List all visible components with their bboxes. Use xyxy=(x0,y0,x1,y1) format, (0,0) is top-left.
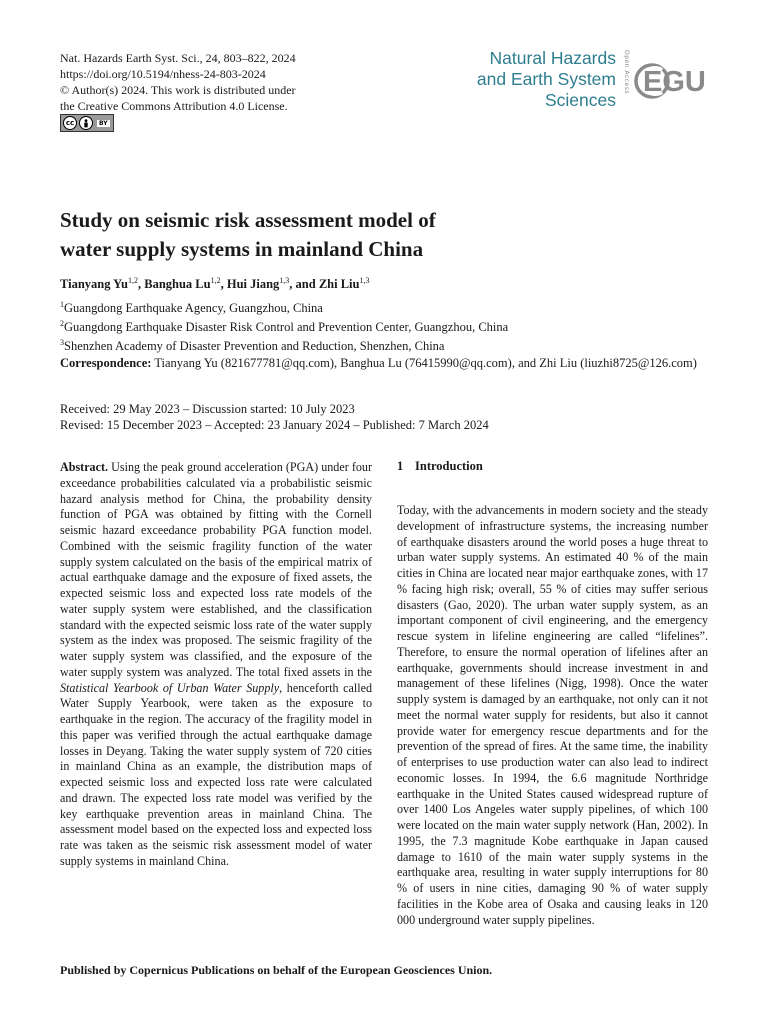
affiliation-number: 2 xyxy=(60,319,64,329)
author-affil-ref: 1,3 xyxy=(359,276,370,285)
section-heading xyxy=(397,459,483,474)
affiliation-text: Shenzhen Academy of Disaster Prevention and Reduction, Shenzhen, China xyxy=(64,339,445,354)
abstract xyxy=(60,460,372,870)
person-icon xyxy=(79,116,93,130)
author-name: Hui Jiang xyxy=(226,277,280,292)
author-affil-ref: 1,3 xyxy=(279,276,290,285)
affiliation-item xyxy=(60,297,508,316)
author-list xyxy=(60,276,369,292)
section-title: Introduction xyxy=(415,459,483,473)
author-separator: , xyxy=(220,277,227,292)
abstract-label: Abstract. xyxy=(60,460,109,474)
affiliation-text: Guangdong Earthquake Disaster Risk Control and Prevention Center, Guangzhou, China xyxy=(64,320,509,335)
journal-line-2: and Earth System xyxy=(476,69,616,89)
abstract-italic-title: Statistical Yearbook of Urban Water Supply xyxy=(60,680,280,695)
introduction-text: Today, with the advancements in modern society and the steady development of infrastructure systems, the increasing number of earthquake disasters around the world poses a huge threat to urban water supply systems. An estimated 40 % of the main cities in China are located near major earthquake zones, with 17 % facing high risk; overall, 55 % of cities may suffer serious disasters (Gao, 2020). The urban water supply system, as an important component of civil engineering, and the emergency rescue system in lifeline engineering are called “lifelines”. Therefore, to ensure the normal operation of lifelines after an earthquake, governments should increase investment in and management of these lifelines (Nigg, 1998). Once the water supply system is damaged by an earthquake, not only can it not meet the normal water supply for residents, but also it cannot provide water for emergency rescue departments and for the prevention of the spread of fires. At the same time, the inability of enterprises to use production water can also lead to indirect economic losses. In 1994, the 6.6 magnitude Northridge earthquake in the United States caused widespread rupture of over 1400 Los Angeles water supply pipelines, of which 100 were located on the main water supply network (Han, 2002). In 1995, the 7.3 magnitude Kobe earthquake in Japan caused damage to 1610 of the main water supply systems in the earthquake area, resulting in water supply interruptions for 80 % of users in nine cities, damaging 90 % of water supply facilities in the Kobe area of Osaka and causing leaks in 120 000 underground water supply pipelines. xyxy=(397,503,708,927)
correspondence xyxy=(60,355,700,371)
correspondence-label: Correspondence: xyxy=(60,356,152,370)
publication-dates xyxy=(60,401,489,433)
affiliation-number: 3 xyxy=(60,338,64,348)
author-name: Tianyang Yu xyxy=(60,277,128,292)
abstract-text-1: Using the peak ground acceleration (PGA) under four exceedance probabilities calculated via a probabilistic seismic hazard analysis method for China, the probability density function of PGA was obtained by fitting with the Cornell seismic hazard exceedance probability PGA function model. Combined with the seismic fragility function of the water supply system calculated on the basis of the empirical matrix of actual earthquake damage and the exposure of fixed assets, the expected seismic loss and expected loss rate models of the water supply system were established, and the classification standard with the expected seismic loss rate of the water supply system as the index was proposed. The seismic fragility of the water supply system was classified, and the exposure of the water supply system was analyzed. The total fixed assets in the xyxy=(60,460,372,679)
author-name: Zhi Liu xyxy=(318,277,360,292)
affiliation-item xyxy=(60,335,508,354)
title-line-1: Study on seismic risk assessment model of xyxy=(60,208,436,232)
affiliation-text: Guangdong Earthquake Agency, Guangzhou, China xyxy=(64,301,323,316)
journal-line-1: Natural Hazards xyxy=(489,48,616,68)
author-affil-ref: 1,2 xyxy=(127,276,138,285)
open-access-label: Open Access xyxy=(623,50,630,94)
citation: Nat. Hazards Earth Syst. Sci., 24, 803–822, 2024 xyxy=(60,51,296,65)
cc-icon: cc xyxy=(63,116,77,130)
journal-line-3: Sciences xyxy=(544,90,616,110)
affiliations xyxy=(60,297,508,354)
abstract-text-2: , henceforth called Water Supply Yearbook, were taken as the exposure to earthquake in the region. The accuracy of the fragility model in this paper was verified through the actual earthquake damage losses in Deyang. Taking the water supply system of 720 cities in mainland China as an example, the distribution maps of expected seismic loss and expected loss rate were calculated and drawn. The expected loss rate model was verified by the key earthquake prevention areas in mainland China. The assessment model based on the expected loss and expected loss rate was taken as the seismic risk assessment model of water supply systems in mainland China. xyxy=(60,680,372,868)
affiliation-number: 1 xyxy=(60,300,64,309)
dates-revised: Revised: 15 December 2023 – Accepted: 23 January 2024 – Published: 7 March 2024 xyxy=(60,418,489,432)
by-label: BY xyxy=(99,119,108,127)
egu-logo-text: EGU xyxy=(643,66,706,98)
publisher-footer: Published by Copernicus Publications on behalf of the European Geosciences Union. xyxy=(60,963,493,977)
doi-link[interactable]: https://doi.org/10.5194/nhess-24-803-2024 xyxy=(60,67,266,81)
journal-name xyxy=(477,48,616,111)
cc-by-icon[interactable] xyxy=(60,114,114,132)
author-name: Banghua Lu xyxy=(144,277,211,292)
affiliation-item xyxy=(60,316,508,335)
copyright-notice: © Author(s) 2024. This work is distributed under xyxy=(60,83,296,97)
correspondence-emails: Tianyang Yu (821677781@qq.com), Banghua Lu (76415990@qq.com), and Zhi Liu (liuzhi8725@126.com) xyxy=(151,356,697,370)
paper-title xyxy=(60,206,560,264)
section-number: 1 xyxy=(397,459,404,473)
title-line-2: water supply systems in mainland China xyxy=(60,237,424,261)
dates-received: Received: 29 May 2023 – Discussion started: 10 July 2023 xyxy=(60,402,355,416)
egu-logo-icon xyxy=(634,56,710,106)
author-separator: , xyxy=(137,277,145,292)
author-separator: , and xyxy=(289,277,319,292)
article-metadata xyxy=(60,50,360,114)
license-notice: the Creative Commons Attribution 4.0 License. xyxy=(60,99,288,113)
author-affil-ref: 1,2 xyxy=(210,276,221,285)
